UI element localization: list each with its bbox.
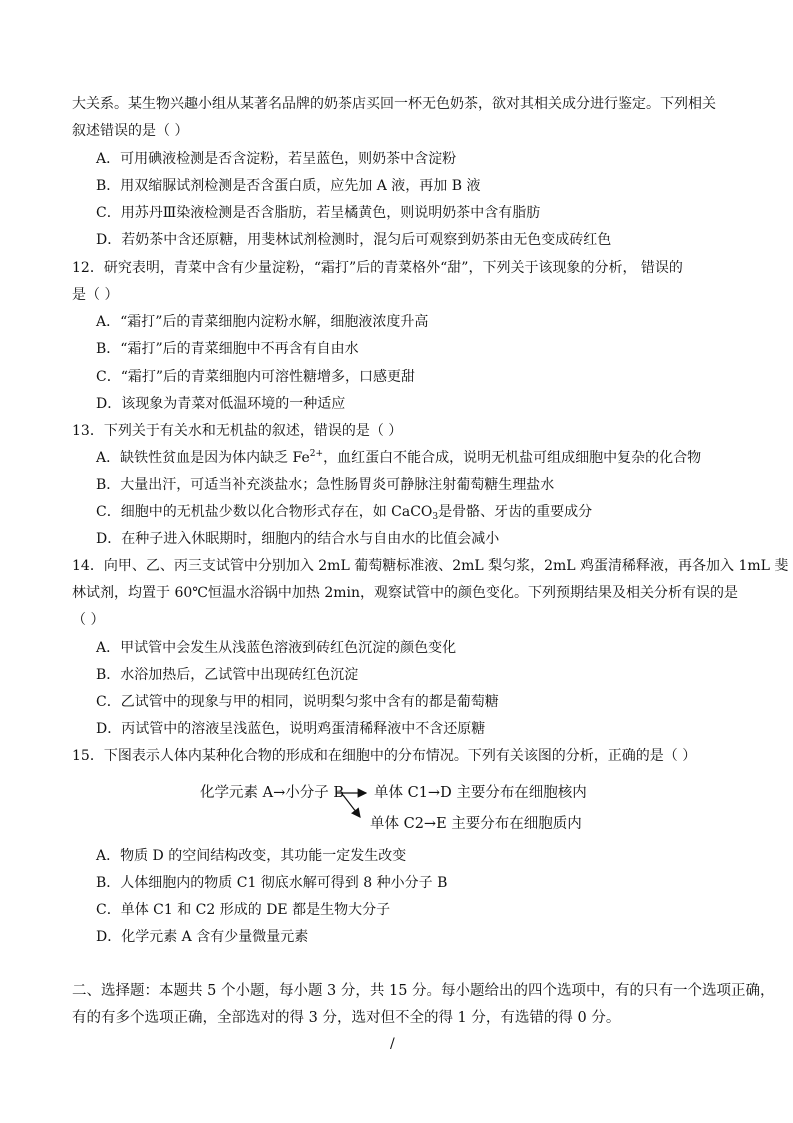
q15-option-b: B．人体细胞内的物质 C1 彻底水解可得到 8 种小分子 B	[96, 875, 448, 891]
q15-stem: 15．下图表示人体内某种化合物的形成和在细胞中的分布情况。下列有关该图的分析，正确的是（ ）	[72, 748, 697, 764]
compound-formation-diagram	[200, 777, 630, 843]
q14-stem-line2: 林试剂，均置于 60℃恒温水浴锅中加热 2min，观察试管中的颜色变化。下列预期结果及相关分析有误的是	[72, 585, 739, 601]
q14-option-b: B．水浴加热后，乙试管中出现砖红色沉淀	[96, 667, 359, 683]
section2-instructions-line2: 有的有多个选项正确，全部选对的得 3 分，选对但不全的得 1 分，有选错的得 0 分。	[72, 1010, 621, 1026]
page-footer-mark: /	[390, 1036, 395, 1052]
q13-stem: 13．下列关于有关水和无机盐的叙述，错误的是（ ）	[72, 423, 403, 439]
q12-option-a: A．“霜打”后的青菜细胞内淀粉水解，细胞液浓度升高	[96, 314, 429, 330]
q14-option-a: A．甲试管中会发生从浅蓝色溶液到砖红色沉淀的颜色变化	[96, 640, 457, 656]
section2-instructions-line1: 二、选择题：本题共 5 个小题，每小题 3 分，共 15 分。每小题给出的四个选项中，有的只有一个选项正确，	[72, 983, 775, 999]
diagram-top-branch: 单体 C1→D 主要分布在细胞核内	[374, 785, 587, 801]
q12-option-d: D．该现象为青菜对低温环境的一种适应	[96, 396, 346, 412]
q12-option-b: B．“霜打”后的青菜细胞中不再含有自由水	[96, 341, 359, 357]
q13-option-d: D．在种子进入休眠期时，细胞内的结合水与自由水的比值会减小	[96, 531, 500, 547]
q15-option-c: C．单体 C1 和 C2 形成的 DE 都是生物大分子	[96, 902, 391, 918]
q14-stem-line1: 14．向甲、乙、丙三支试管中分别加入 2mL 葡萄糖标准液、2mL 梨匀浆，2mL 鸡蛋清稀释液，再各加入 1mL 斐	[72, 558, 789, 574]
q13-option-c: C．细胞中的无机盐少数以化合物形式存在，如 CaCO$_3$是骨骼、牙齿的重要成分	[96, 504, 593, 522]
q15-option-d: D．化学元素 A 含有少量微量元素	[96, 929, 309, 945]
q12-stem-line2: 是（ ）	[72, 287, 119, 303]
q14-stem-line3: （ ）	[72, 612, 105, 628]
arrow-to-monomer-c2	[343, 795, 360, 817]
q13-option-b: B．大量出汗，可适当补充淡盐水；急性肠胃炎可静脉注射葡萄糖生理盐水	[96, 477, 555, 493]
q15-option-a: A．物质 D 的空间结构改变，其功能一定发生改变	[96, 848, 407, 864]
q11-stem-line1: 大关系。某生物兴趣小组从某著名品牌的奶茶店买回一杯无色奶茶，欲对其相关成分进行鉴定。下列相关	[72, 96, 716, 112]
q12-stem-line1: 12．研究表明，青菜中含有少量淀粉，“霜打”后的青菜格外“甜”，下列关于该现象的分析， 错误的	[72, 260, 683, 276]
q11-option-a: A．可用碘液检测是否含淀粉，若呈蓝色，则奶茶中含淀粉	[96, 151, 457, 167]
q11-option-c: C．用苏丹Ⅲ染液检测是否含脂肪，若呈橘黄色，则说明奶茶中含有脂肪	[96, 205, 541, 221]
q11-option-d: D．若奶茶中含还原糖，用斐林试剂检测时，混匀后可观察到奶茶由无色变成砖红色	[96, 232, 612, 248]
q13-option-a: A．缺铁性贫血是因为体内缺乏 $Fe^{2+}$，血红蛋白不能合成，说明无机盐可组成细胞中复杂的化合物	[96, 449, 702, 466]
q11-option-b: B．用双缩脲试剂检测是否含蛋白质，应先加 A 液，再加 B 液	[96, 178, 481, 194]
diagram-left-label: 化学元素 A→小分子 B	[200, 785, 344, 801]
q11-stem-line2: 叙述错误的是（ ）	[72, 123, 189, 139]
q14-option-c: C．乙试管中的现象与甲的相同，说明梨匀浆中含有的都是葡萄糖	[96, 694, 499, 710]
q14-option-d: D．丙试管中的溶液呈浅蓝色，说明鸡蛋清稀释液中不含还原糖	[96, 721, 486, 737]
q12-option-c: C．“霜打”后的青菜细胞内可溶性糖增多，口感更甜	[96, 369, 416, 385]
diagram-bottom-branch: 单体 C2→E 主要分布在细胞质内	[370, 816, 582, 832]
